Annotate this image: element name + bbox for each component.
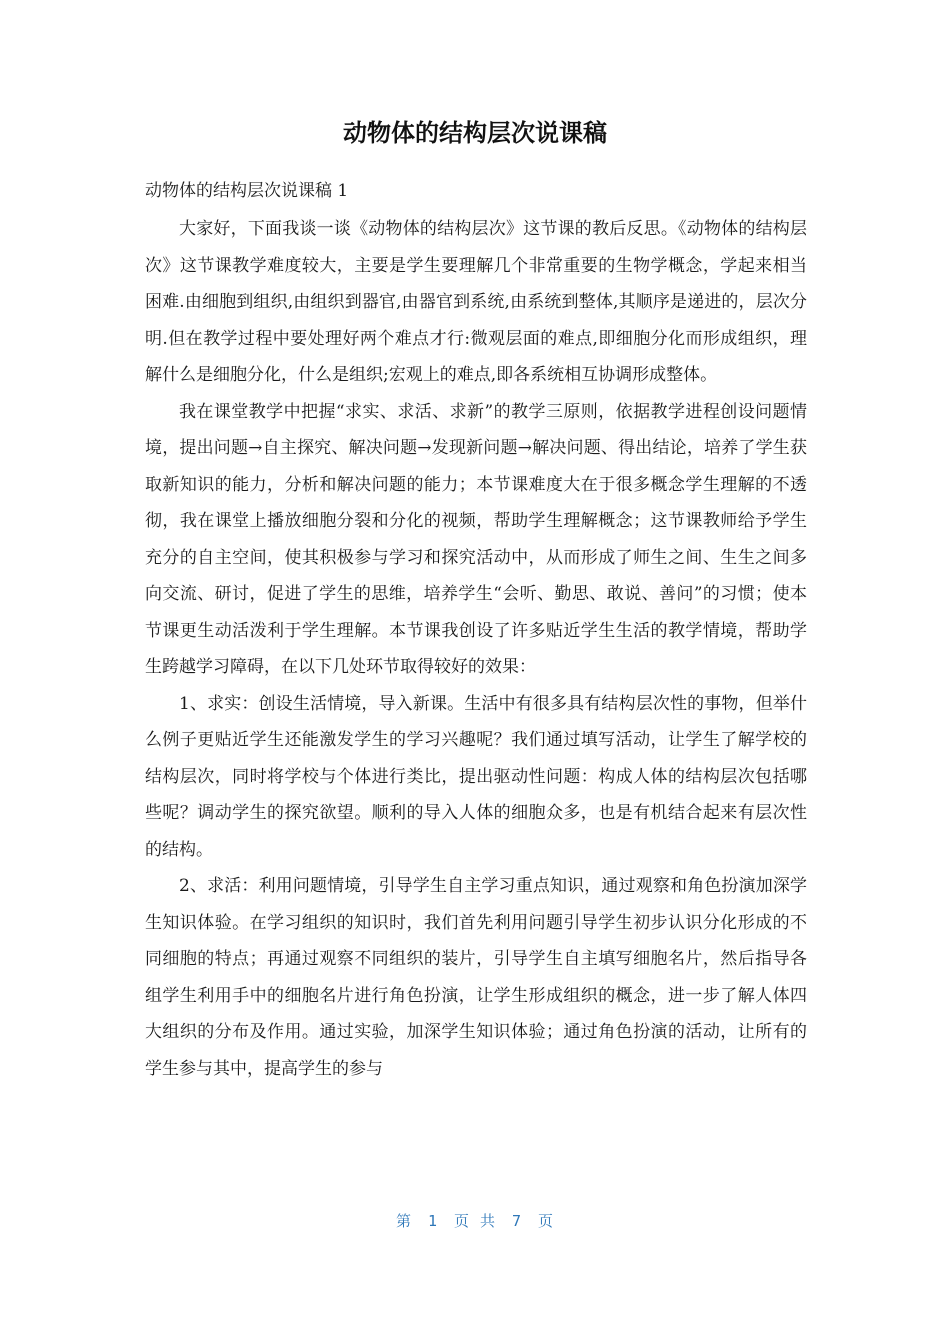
section-heading: 动物体的结构层次说课稿 1 bbox=[145, 181, 349, 201]
footer-word-page: 第 bbox=[395, 1212, 412, 1230]
paragraph: 我在课堂教学中把握“求实、求活、求新”的教学三原则，依据教学进程创设问题情境，提出问题→自主探究、解决问题→发现新问题→解决问题、得出结论，培养了学生获取新知识的能力，分析和解决问题的能力；本节课难度大在于很多概念学生理解的不透彻，我在课堂上播放细胞分裂和分化的视频，帮助学生理解概念；这节课教师给予学生充分的自主空间，使其积极参与学习和探究活动中，从而形成了师生之间、生生之间多向交流、研讨，促进了学生的思维，培养学生“会听、勤思、敢说、善问”的习惯；使本节课更生动活泼利于学生理解。本节课我创设了许多贴近学生生活的教学情境，帮助学生跨越学习障碍，在以下几处环节取得较好的效果： bbox=[145, 401, 807, 677]
paragraph: 1、求实：创设生活情境，导入新课。生活中有很多具有结构层次性的事物，但举什么例子更贴近学生还能激发学生的学习兴趣呢？我们通过填写活动，让学生了解学校的结构层次，同时将学校与个体进行类比，提出驱动性问题：构成人体的结构层次包括哪些呢？调动学生的探究欲望。顺利的导入人体的细胞众多，也是有机结合起来有层次性的结构。 bbox=[145, 693, 807, 860]
footer-word-total: 页 共 bbox=[453, 1212, 497, 1230]
footer-total-pages: 7 bbox=[512, 1212, 523, 1230]
paragraph: 2、求活：利用问题情境，引导学生自主学习重点知识，通过观察和角色扮演加深学生知识体验。在学习组织的知识时，我们首先利用问题引导学生初步认识分化形成的不同细胞的特点；再通过观察不同组织的装片，引导学生自主填写细胞名片，然后指导各组学生利用手中的细胞名片进行角色扮演，让学生形成组织的概念，进一步了解人体四大组织的分布及作用。通过实验，加深学生知识体验；通过角色扮演的活动，让所有的学生参与其中，提高学生的参与 bbox=[145, 876, 807, 1079]
page-footer bbox=[0, 1210, 950, 1231]
footer-word-end: 页 bbox=[538, 1212, 555, 1230]
document-body bbox=[145, 175, 807, 1087]
document-title: 动物体的结构层次说课稿 bbox=[343, 119, 607, 147]
paragraph: 大家好，下面我谈一谈《动物体的结构层次》这节课的教后反思。《动物体的结构层次》这节课教学难度较大，主要是学生要理解几个非常重要的生物学概念，学起来相当困难.由细胞到组织,由组织到器官,由器官到系统,由系统到整体,其顺序是递进的，层次分明.但在教学过程中要处理好两个难点才行:微观层面的难点,即细胞分化而形成组织，理解什么是细胞分化，什么是组织;宏观上的难点,即各系统相互协调形成整体。 bbox=[145, 219, 807, 385]
footer-current-page: 1 bbox=[427, 1212, 438, 1230]
